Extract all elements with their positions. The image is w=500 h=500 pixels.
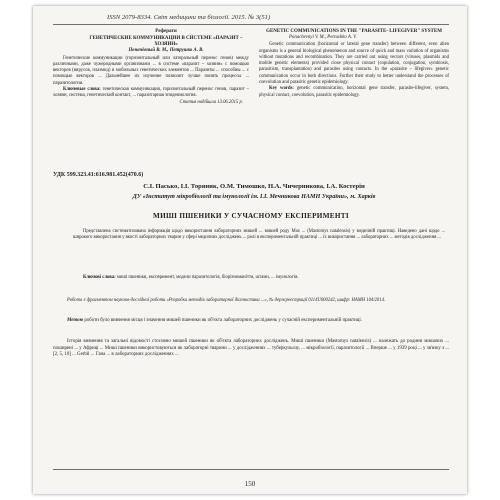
goal-label: Метою <box>67 318 84 323</box>
udc-code: УДК 599.323.41:616.981.452(470.6) <box>53 172 144 178</box>
abstract-keywords-en <box>259 86 449 99</box>
article-title: МИШІ ПШЕНИКИ У СУЧАСНОМУ ЕКСПЕРИМЕНТІ <box>153 212 349 220</box>
keywords-label: Ключові слова: <box>83 275 116 280</box>
funding-note: Робота є фрагментом науково-дослідної роботи «Розробка методів лабораторної діагностики ...», № держреєстрації 0114U000242, шифр: НАМН 104/2014. <box>67 298 386 303</box>
header-rule <box>53 24 449 25</box>
keywords-label: Ключевые слова: <box>63 87 101 93</box>
section-label: Реферати <box>155 29 177 34</box>
abstract-left-column <box>53 29 249 106</box>
journal-header: ISSN 2079-8334. Світ медицини та біології. 2015. № 3(51) <box>107 14 271 21</box>
article-authors: С.І. Пасько, І.І. Торяник, О.М. Тимошко, Н.А. Чичерникова, І.А. Костерін <box>143 183 365 190</box>
article-keywords <box>73 275 445 281</box>
journal-page <box>33 6 467 494</box>
keywords-text: генетическая коммуникация, горизонтальный перенос генов, паразит – хозяин, система, генетический контакт, ... паразитарная эпидемиология. <box>53 87 249 99</box>
abstract-right-column <box>259 29 449 99</box>
body-text: Історія вивчення та загальні відомості стосовно мишей пшеники як об'єкта лабораторних досліджень. Миші пшеники (Mastomys natalensis) ... належать до родини мишачих ... поширені ... у Африці ... Миші пшеники використовуються як лабораторні тварини ... у дослідженнях ... туберкульозу, ... мікробіології, паразитології ... Вперше ... у 1939 році ... у зв'язку з ... [2, 5, 10] ... Gerbil ... Гана ... в лабораторних дослідженнях ... <box>53 339 449 357</box>
goal-paragraph <box>53 318 449 325</box>
abstract-keywords-ru <box>53 87 249 100</box>
keywords-text: genetic communication, horizontal gene transfer, parasite-lifegiver, system, physical contact, coevolution, parasitic epidemiology. <box>259 86 450 98</box>
abstract-text-ru: Генетические коммуникации (горизонтальный или латеральный перенос генов) между различными, даже чужеродными организмами ... в системе «паразит – хозяин» с помощью векторов (вирусов, плазмид) и мобильных генетических элементов ... Паразиты ... способны ... с помощью векторов ... Дальнейшее их изучение позволит лучше понять процессы ... паразитологии. <box>53 55 249 86</box>
article-abstract: Представлена систематизована інформація щодо використання лабораторних мишей ... мишей роду Mus ... (Mastomys natalensis) у медичній практиці. Наведено дані щодо ... широкого використання у якості лабораторних тварин у сфері медичних досліджень ... ролі в експериментальній практиці ... їх використання ... лабораторних ... методів дослідження ... <box>73 229 445 241</box>
goal-text: роботи було вивчення місця і значення мишей пшеники як об'єкта лабораторних досліджень у сучасній експериментальній практиці. <box>84 318 362 323</box>
footer-rule <box>53 469 449 470</box>
keywords-text: миші пшеники, експеримент, модели паразитологія, біорізноманіття, штами, ... імунологія. <box>116 275 299 280</box>
abstract-title-en: GENETIC COMMUNICATIONS IN THE "PARASITE- LIFEGIVER" SYSTEM <box>266 29 442 34</box>
abstract-authors-ru: Поначёвный В. М., Петрушко А. В. <box>128 48 204 54</box>
page-number: 150 <box>244 480 256 488</box>
received-date: Статья надійшла 13.06.2015 р. <box>179 99 243 105</box>
abstract-text-en: Genetic communication (horizontal or lateral gene transfer) between different, even alien organisms is a general biological phenomenon and source of quick and mass variation of organisms without mutations and recombination. They are carried out using vectors (viruses, plasmids and mobile genetic elements) provided close physical contact (copulation, conjugation, symbiosis, parasitism, transplantation) and parasites using contacts. In the «parasite – lifegiver» genetic communication occur in both directions. Further their study to better understand the processes of coevolution and parasitic genetic epidemiology. <box>259 42 449 86</box>
keywords-label: Key words: <box>269 86 294 92</box>
abstract-title-ru: ГЕНЕТИЧЕСКИЕ КОММУНИКАЦИИ В СИСТЕМЕ «ПАРАЗИТ – ХОЗЯИН» <box>89 36 243 48</box>
abstract-authors-en: Ponachevnyi V. M., Petrushko A. V. <box>289 35 357 40</box>
article-affiliation: ДУ «Інститут мікробіології та імунології ім. І.І. Мечникова НАМН України», м. Харків <box>132 193 376 200</box>
